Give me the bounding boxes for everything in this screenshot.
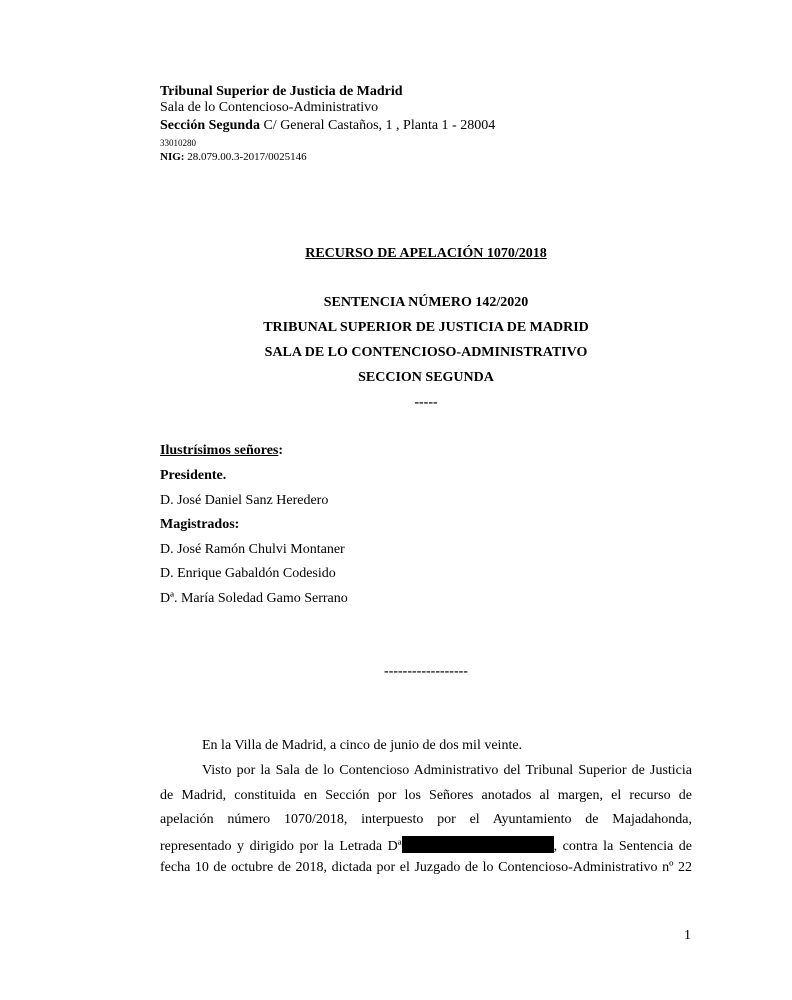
redaction-block <box>402 836 554 853</box>
title-separator: ----- <box>414 395 438 410</box>
magistrado-2: D. Enrique Gabaldón Codesido <box>160 566 336 581</box>
body-line-5: fecha 10 de octubre de 2018, dictada por el Juzgado de lo Contencioso-Administrativo nº 22 <box>160 860 692 875</box>
presidente-name: D. José Daniel Sanz Heredero <box>160 493 329 508</box>
divider: ------------------ <box>384 664 468 679</box>
members-heading <box>160 443 283 459</box>
body-line-4-end: , contra la Sentencia de <box>553 839 693 854</box>
presidente-label: Presidente. <box>160 468 227 483</box>
nig-value: 28.079.00.3-2017/0025146 <box>184 151 307 163</box>
body-line-1: Visto por la Sala de lo Contencioso Administrativo del Tribunal Superior de Justicia <box>202 763 692 778</box>
body-line-4 <box>160 836 692 855</box>
magistrado-1: D. José Ramón Chulvi Montaner <box>160 542 345 557</box>
body-line-2: de Madrid, constituida en Sección por los Señores anotados al margen, el recurso de <box>160 788 692 803</box>
sentencia-number: SENTENCIA NÚMERO 142/2020 <box>323 295 529 310</box>
magistrado-3: Dª. María Soledad Gamo Serrano <box>160 591 348 606</box>
body-line-3: apelación número 1070/2018, interpuesto por el Ayuntamiento de Majadahonda, <box>160 812 692 827</box>
body-line-4-start: representado y dirigido por la Letrada Dª <box>160 839 402 854</box>
sala-name: Sala de lo Contencioso-Administrativo <box>160 100 379 115</box>
section-address <box>160 118 495 134</box>
address: C/ General Castaños, 1 , Planta 1 - 28004 <box>259 118 496 133</box>
magistrados-label: Magistrados: <box>160 517 240 532</box>
members-heading-colon: : <box>278 443 284 458</box>
tribunal-title: TRIBUNAL SUPERIOR DE JUSTICIA DE MADRID <box>263 320 589 335</box>
court-name: Tribunal Superior de Justicia de Madrid <box>160 84 403 99</box>
nig-label: NIG: <box>160 151 185 163</box>
body-paragraph-1: En la Villa de Madrid, a cinco de junio de dos mil veinte. <box>202 738 523 753</box>
court-code: 33010280 <box>160 138 196 148</box>
nig <box>160 151 307 163</box>
members-heading-text: Ilustrísimos señores <box>160 443 279 458</box>
page-number: 1 <box>684 928 691 943</box>
sala-title: SALA DE LO CONTENCIOSO-ADMINISTRATIVO <box>264 345 588 360</box>
recurso-title: RECURSO DE APELACIÓN 1070/2018 <box>305 246 547 261</box>
seccion-title: SECCION SEGUNDA <box>358 370 494 385</box>
section-label: Sección Segunda <box>160 118 260 133</box>
